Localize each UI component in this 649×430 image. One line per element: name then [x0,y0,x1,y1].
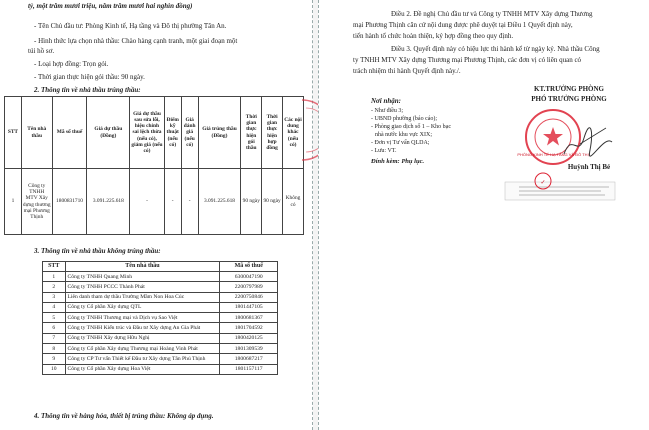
recipient-item: - Lưu: VT. [371,148,397,154]
table-cell: 3 [43,292,66,302]
article-2-line: tiến hành tổ chức hoàn thiện, ký hợp đồng theo quy định. [353,32,514,40]
investor-line: - Tên Chủ đầu tư: Phòng Kinh tế, Hạ tầng và Đô thị phường Tân An. [34,22,227,30]
table-cell: 1 [43,272,66,282]
col-header: Giá đánh giá (nếu có) [181,97,198,169]
article-2-line: Điều 2. Đề nghị Chủ đầu tư và Công ty TNHH MTV Xây dựng Thương [391,10,593,18]
article-3-line: ty TNHH MTV Xây dựng Thương mại Phương Thịnh, các đơn vị có liên quan có [353,56,582,64]
seam-stamp [300,100,318,160]
col-header: STT [5,97,22,169]
col-header: Điểm kỹ thuật (nếu có) [164,97,181,169]
table-cell: Công ty TNHH MTV Xây dựng thương mại Phương Thịnh [21,169,52,235]
table-cell: 90 ngày [241,169,262,235]
table-cell: 2200797989 [220,282,278,292]
signer-title: KT.TRƯỞNG PHÒNG [534,85,604,93]
col-header: Thời gian thực hiện gói thầu [241,97,262,169]
loser-table [42,261,278,375]
article-3-line: Điều 3. Quyết định này có hiệu lực thi hành kể từ ngày ký. Nhà thầu Công [391,45,600,53]
verification-mark [532,170,554,192]
table-cell: - [181,169,198,235]
method-line: - Hình thức lựa chọn nhà thầu: Chào hàng cạnh tranh, một giai đoạn một [34,37,238,45]
table-cell: Công ty CP Tư vấn Thiết kế Đầu tư Xây dựng Tân Phú Thịnh [65,354,220,364]
table-row [43,272,278,282]
table-cell: Công ty Cổ phần Xây dựng Thương mại Hoàng Vinh Phát [65,344,220,354]
section-2-title: 2. Thông tin về nhà thầu trúng thầu: [34,86,141,94]
table-cell: 5 [43,313,66,323]
col-header: Giá trúng thầu (Đồng) [198,97,241,169]
col-header: Thời gian thực hiện hợp đồng [262,97,283,169]
signer-name: Huỳnh Thị Bé [567,163,611,171]
table-row [43,282,278,292]
table-row [43,364,278,374]
table-cell: 1800831710 [52,169,87,235]
table-cell: Công ty Cổ phần Xây dựng QTL [65,302,220,312]
col-header: Tên nhà thầu [21,97,52,169]
handwritten-signature [560,124,620,162]
recipient-item: nhà nước khu vực XIX; [375,132,432,138]
table-cell: Công ty TNHH Quang Minh [65,272,220,282]
section-4-line: 4. Thông tin về hàng hóa, thiết bị trúng thầu: Không áp dụng. [34,412,214,420]
table-row [43,323,278,333]
left-page [0,0,313,430]
right-page [318,0,641,430]
article-2-line: mại Phương Thịnh căn cứ nội dung được phê duyệt tại Điều 1 Quyết định này, [353,21,573,29]
table-cell: 1801704592 [220,323,278,333]
seal-text: PHÒNG KINH TẾ HẠ TẦNG VÀ ĐÔ THỊ [517,152,589,157]
table-row [43,354,278,364]
table-cell: 9 [43,354,66,364]
winner-table [4,96,304,235]
amount-line: tỷ, một trăm mươi triệu, năm trăm mươi hai nghìn đồng) [28,2,193,10]
recipient-item: - Đơn vị Tư vấn QLDA; [371,140,430,146]
table-cell: 2 [43,282,66,292]
table-row [5,169,304,235]
table-cell: Công ty TNHH PCCC Thành Phát [65,282,220,292]
table-cell: - [130,169,165,235]
table-cell: Công ty Cổ phần Xây dựng Hoa Việt [65,364,220,374]
table-cell: 1800687217 [220,354,278,364]
svg-text:✓: ✓ [540,180,546,186]
recipients-title: Nơi nhận: [371,97,402,105]
table-cell: Không có [283,169,304,235]
table-row [43,292,278,302]
table-cell: Công ty TNHH Xây dựng Hữu Nghị [65,333,220,343]
table-row [43,302,278,312]
table-cell: 1801447105 [220,302,278,312]
table-cell: 2200750846 [220,292,278,302]
table-cell: 1 [5,169,22,235]
table-cell: 6300047190 [220,272,278,282]
col-header: Giá dự thầu (Đồng) [87,97,130,169]
table-cell: 8 [43,344,66,354]
table-cell: 1801309539 [220,344,278,354]
table-row [43,333,278,343]
table-cell: 90 ngày [262,169,283,235]
table-cell: 7 [43,333,66,343]
col-header: Tên nhà thầu [65,262,220,272]
table-cell: 3.091.225.618 [198,169,241,235]
section-3-title: 3. Thông tin về nhà thầu không trúng thầu: [34,247,161,255]
recipient-item: - Như điều 3; [371,108,404,114]
signer-title-2: PHÓ TRƯỞNG PHÒNG [531,95,607,103]
table-row [43,313,278,323]
col-header: Mã số thuế [220,262,278,272]
table-row [43,344,278,354]
contract-type-line: - Loại hợp đồng: Trọn gói. [34,60,109,68]
table-cell: Công ty TNHH Kiến trúc và Đầu tư Xây dựng An Gia Phát [65,323,220,333]
table-cell: 1800420125 [220,333,278,343]
table-cell: Liên danh tham dự thầu Trường Mầm Non Hoa Cúc [65,292,220,302]
table-cell: 6 [43,323,66,333]
col-header: Giá dự thầu sau sửa lỗi, hiệu chỉnh sai lệch thừa (nếu có), giảm giá (nếu có) [130,97,165,169]
attachment-note: Đính kèm: Phụ lục. [371,158,425,165]
digital-signature-stamp [505,180,615,202]
duration-line: - Thời gian thực hiện gói thầu: 90 ngày. [34,73,145,81]
table-cell: 1800681367 [220,313,278,323]
recipients-list [371,107,451,155]
col-header: Mã số thuế [52,97,87,169]
table-cell: 3.091.225.618 [87,169,130,235]
method-line-2: túi hồ sơ. [28,47,55,55]
article-3-line: trách nhiệm thi hành Quyết định này./. [353,67,461,75]
table-cell: - [164,169,181,235]
recipient-item: - Phòng giao dịch số 1 – Kho bạc [371,124,451,130]
table-cell: Công ty TNHH Thương mại và Dịch vụ Sao Việt [65,313,220,323]
table-cell: 4 [43,302,66,312]
table-cell: 10 [43,364,66,374]
col-header: Các nội dung khác (nếu có) [283,97,304,169]
col-header: STT [43,262,66,272]
recipient-item: - UBND phường (báo cáo); [371,116,438,122]
table-cell: 1801157117 [220,364,278,374]
